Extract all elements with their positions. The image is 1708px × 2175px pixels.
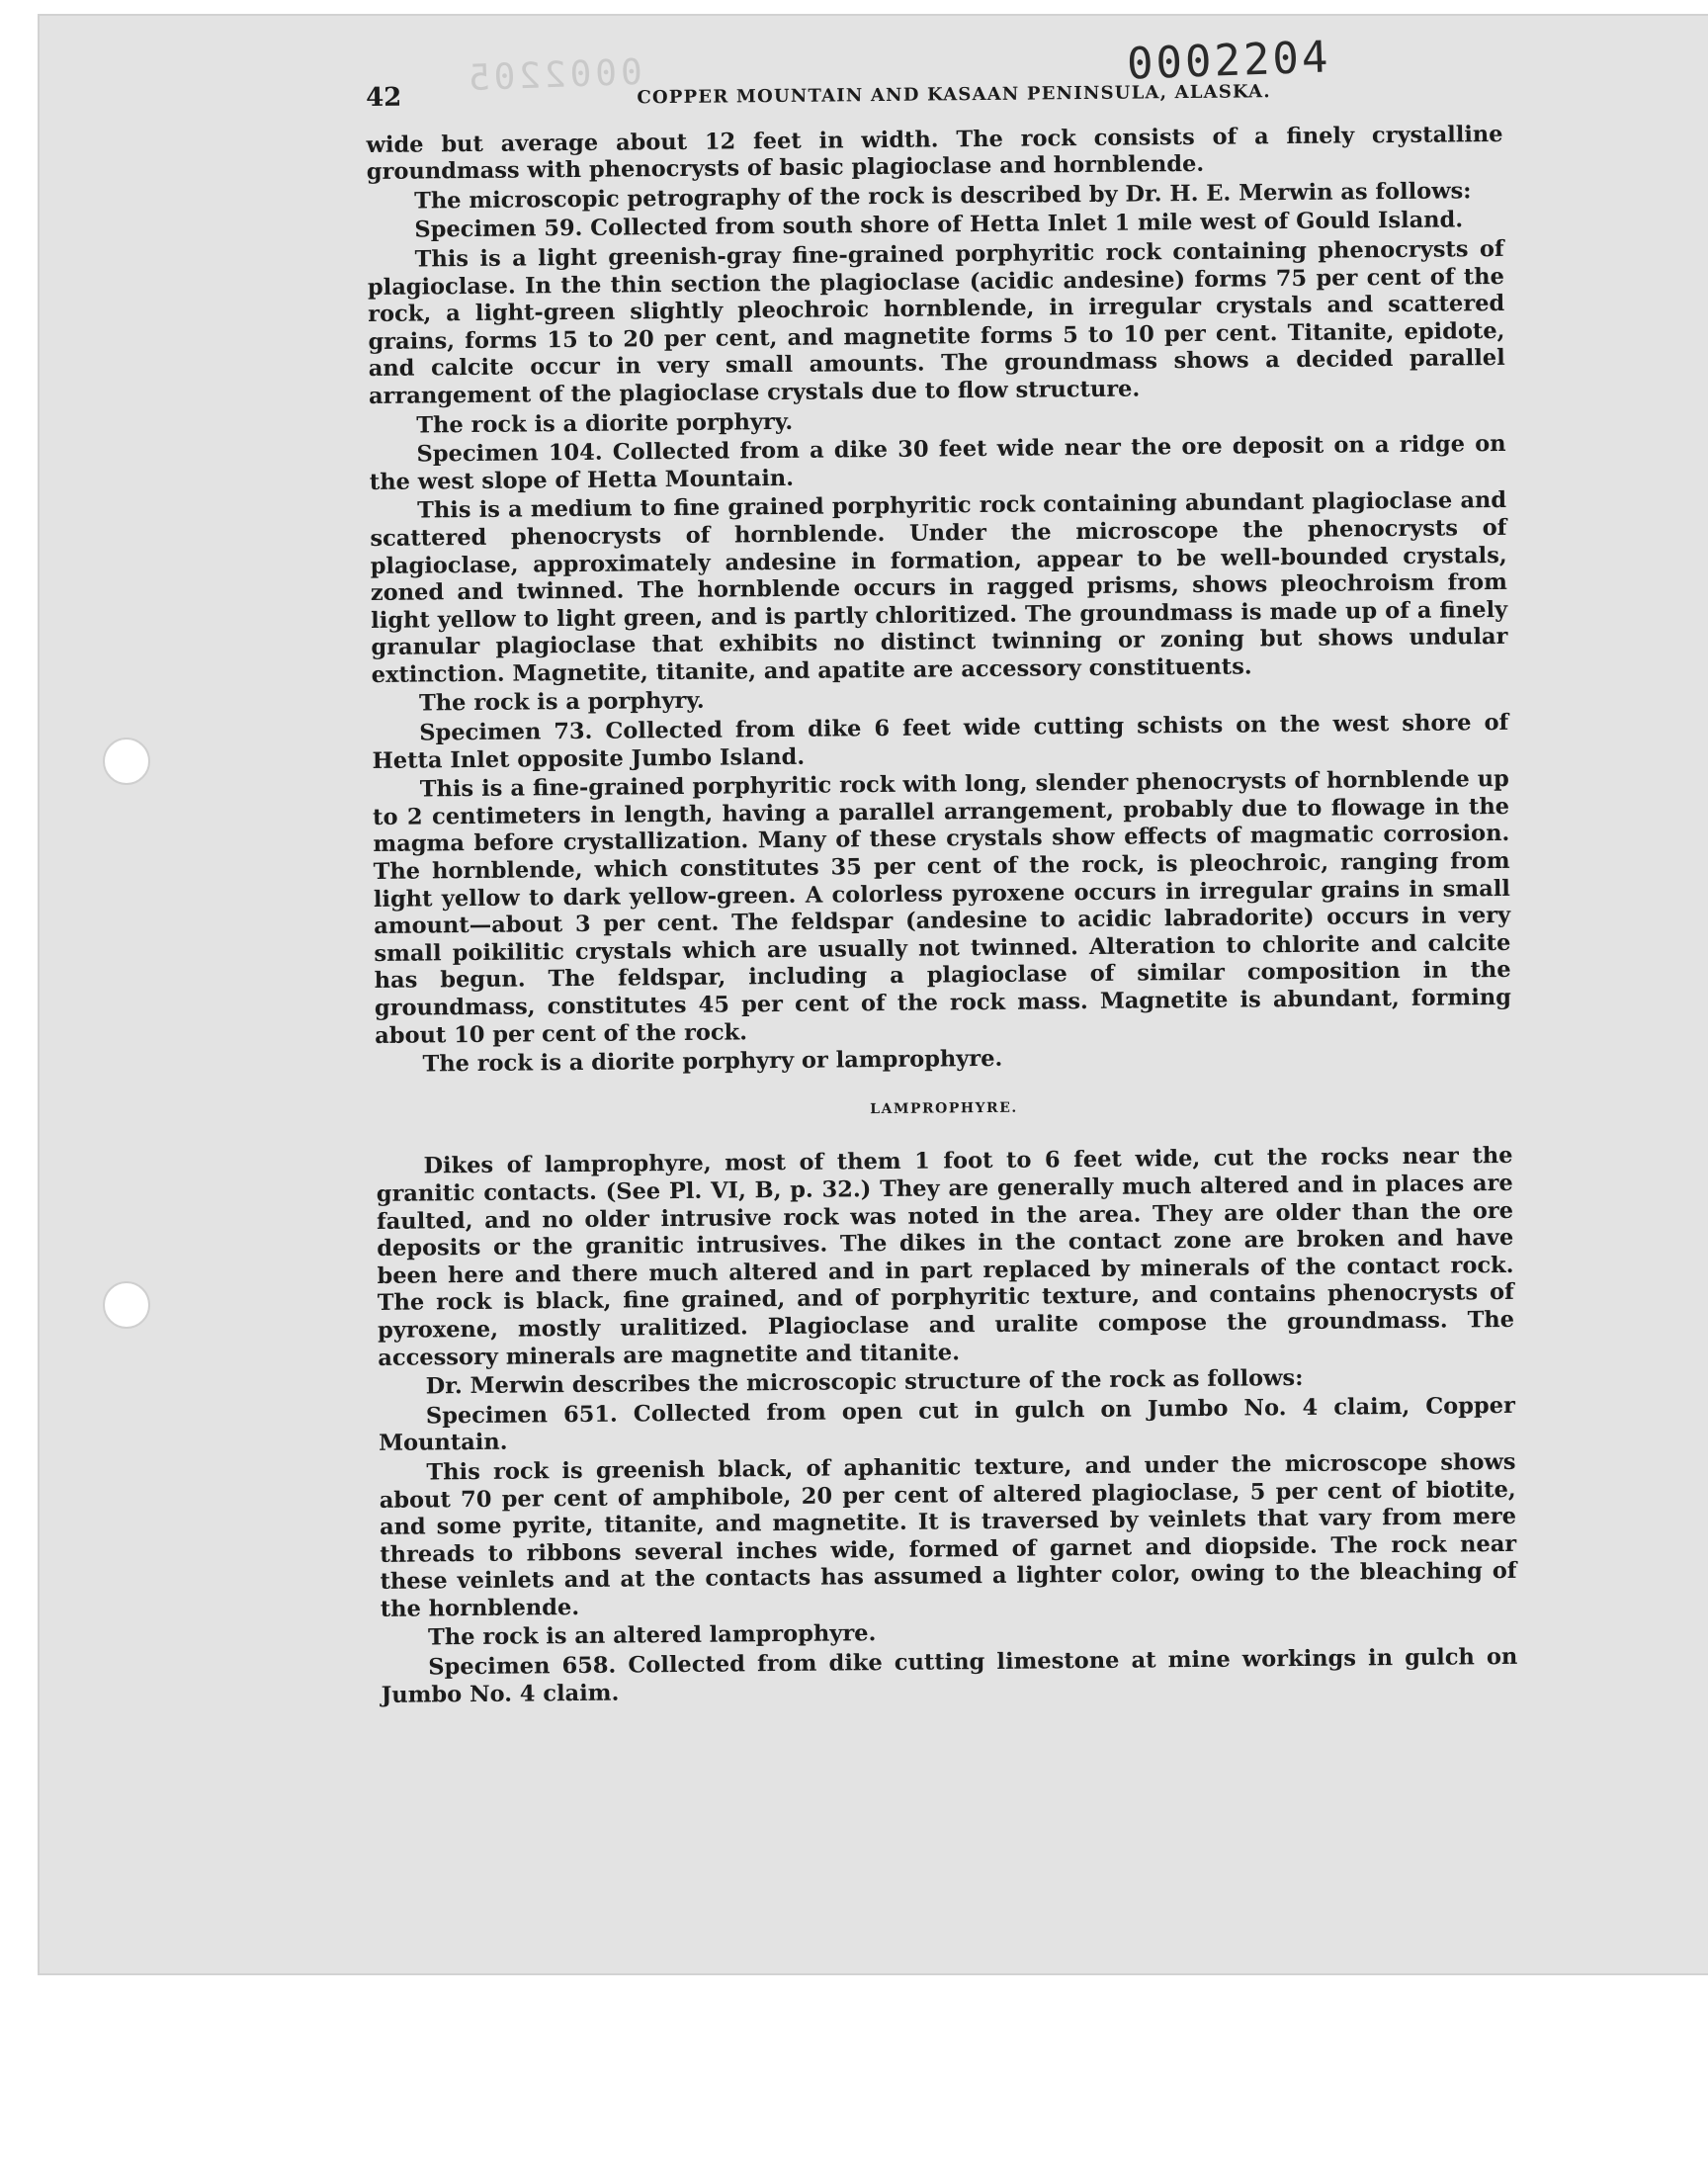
specimen-paragraph: Specimen 104. Collected from a dike 30 feet wide near the ore deposit on a ridge on the west slope of Hetta Mountain.: [369, 431, 1506, 495]
conclusion-paragraph: The rock is a diorite porphyry or lamprophyre.: [422, 1046, 1003, 1078]
page-number: 42: [365, 82, 402, 113]
conclusion-paragraph: The rock is a porphyry.: [418, 688, 705, 717]
binder-hole-bottom: [103, 1281, 150, 1329]
paragraph: This is a fine-grained porphyritic rock with long, slender phenocrysts of hornblende up to 2 centimeters in length, having a parallel arrangement, probably due to flowage in the magma before crystallization. Many of these crystals show effects of magmatic corrosion. The hornblende, which constitutes 35 per cent of the rock, is pleochroic, ranging from light yellow to dark yellow-green. A colorless pyroxene occurs in irregular grains in small amount—about 3 per cent. The feldspar (andesine to acidic labradorite) occurs in very small poikilitic crystals which are usually not twinned. Alteration to chlorite and calcite has begun. The feldspar, including a plagioclase of similar composition in the groundmass, constitutes 45 per cent of the rock mass. Magnetite is abundant, forming about 10 per cent of the rock.: [372, 766, 1512, 1049]
paragraph: Dikes of lamprophyre, most of them 1 foot to 6 feet wide, cut the rocks near the granitic contacts. (See Pl. VI, B, p. 32.) They are generally much altered and in places are faulted, and no older intrusive rock was noted in the area. They are older than the ore deposits or the granitic intrusives. The dikes in the contact zone are broken and have been here and there much altered and in part replaced by minerals of the contact rock. The rock is black, fine grained, and of porphyritic texture, and contains phenocrysts of pyroxene, mostly uralitized. Plagioclase and uralite compose the groundmass. The accessory minerals are magnetite and titanite.: [376, 1143, 1515, 1371]
paragraph: wide but average about 12 feet in width. The rock consists of a finely crystalline groundmass with phenocrysts of basic plagioclase and hornblende.: [366, 121, 1503, 186]
section-heading: LAMPROPHYRE.: [870, 1099, 1018, 1117]
paragraph: This is a light greenish-gray fine-grained porphyritic rock containing phenocrysts of plagioclase. In the thin section the plagioclase (acidic andesine) forms 75 per cent of the rock, a light-green slightly pleochroic hornblende, in irregular crystals and scattered grains, forms 15 to 20 per cent, and magnetite forms 5 to 10 per cent. Titanite, epidote, and calcite occur in very small amounts. The groundmass shows a decided parallel arrangement of the plagioclase crystals due to flow structure.: [367, 235, 1505, 409]
header-title: COPPER MOUNTAIN AND KASAAN PENINSULA, ALASKA.: [637, 81, 1271, 109]
conclusion-paragraph: The rock is a diorite porphyry.: [416, 408, 794, 439]
page-content: [366, 74, 1518, 1711]
paragraph: This is a medium to fine grained porphyritic rock containing abundant plagioclase and scattered phenocrysts of hornblende. Under the microscope the phenocrysts of plagioclase, approximately andesine in formation, appear to be well-bounded crystals, zoned and twinned. The hornblende occurs in ragged prisms, shows pleochroism from light yellow to light green, and is partly chloritized. The groundmass is made up of a finely granular plagioclase that exhibits no distinct twinning or zoning but shows undular extinction. Magnetite, titanite, and apatite are accessory constituents.: [370, 487, 1508, 688]
specimen-paragraph: Specimen 59. Collected from south shore of Hetta Inlet 1 mile west of Gould Island.: [414, 207, 1464, 243]
paragraph: The microscopic petrography of the rock is described by Dr. H. E. Merwin as follows:: [414, 178, 1472, 215]
specimen-paragraph: Specimen 651. Collected from open cut in gulch on Jumbo No. 4 claim, Copper Mountain.: [379, 1392, 1515, 1457]
paragraph: This rock is greenish black, of aphanitic texture, and under the microscope shows about 70 per cent of amphibole, 20 per cent of altered plagioclase, 5 per cent of biotite, and some pyrite, titanite, and magnetite. It is traversed by veinlets that vary from mere threads to ribbons several inches wide, formed of garnet and diopside. The rock near these veinlets and at the contacts has assumed a lighter color, owing to the bleaching of the hornblende.: [379, 1448, 1517, 1622]
ghost-stamp-bleedthrough: 0002205: [464, 51, 643, 100]
document-number-stamp: 0002204: [1126, 32, 1332, 90]
specimen-paragraph: Specimen 658. Collected from dike cutting limestone at mine workings in gulch on Jumbo No. 4 claim.: [381, 1643, 1518, 1708]
specimen-paragraph: Specimen 73. Collected from dike 6 feet wide cutting schists on the west shore of Hetta Inlet opposite Jumbo Island.: [372, 709, 1509, 774]
binder-hole-top: [103, 738, 150, 785]
conclusion-paragraph: The rock is an altered lamprophyre.: [427, 1620, 877, 1651]
paragraph: Dr. Merwin describes the microscopic structure of the rock as follows:: [425, 1365, 1304, 1400]
